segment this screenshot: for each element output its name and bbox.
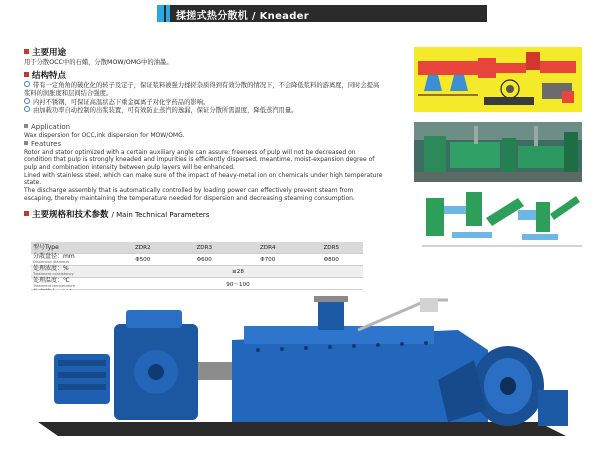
model-cell: ZDR4 <box>236 242 299 254</box>
table-cell: Φ700 <box>236 254 299 266</box>
square-bullet-icon <box>24 211 29 216</box>
header-stripe <box>157 5 164 22</box>
features-text-en: The discharge assembly that is automatically controlled by loading power can effectively prevent steam from escaping, thereby maintaining the temperature needed for dispersion and decreasing steaming consumption. <box>24 187 355 202</box>
header-stripe <box>166 5 170 22</box>
params-heading: 主要规格和技术参数 / Main Technical Parameters <box>24 209 384 221</box>
table-cell: 90～100 <box>113 278 363 290</box>
square-bullet-icon <box>24 49 29 54</box>
application-text-en: Wax dispersion for OCC,ink dispersion for MOW/OMG. <box>24 131 185 139</box>
usage-heading: 主要用途 <box>24 47 384 59</box>
table-cell: Φ500 <box>113 254 173 266</box>
installation-photo <box>414 122 582 182</box>
table-cell: Φ800 <box>299 254 363 266</box>
features-text-en: Lined with stainless steel, which can make sure of the impact of heavy-metal ion on chemicals under high temperature state. <box>24 171 383 187</box>
row-label: 处理温度：℃ Treatment temperature <box>31 278 113 290</box>
table-cell: Φ600 <box>173 254 236 266</box>
model-cell: ZDR5 <box>299 242 363 254</box>
kneader-machine-photo <box>18 290 582 440</box>
process-schematic-image <box>414 47 582 112</box>
features-text-en: Rotor and stator optimized with a certain auxiliary angle can assure: freeness of pulp will not be decreased on condition that pulp is strongly kneaded and impurities is efficiently dispersed, meantime, moist-expansion degree of pulp and combination intensity between pulp layers will be enhanced. <box>24 148 375 172</box>
row-label: 处理浓度：% Treatment consistency <box>31 266 113 278</box>
table-row <box>31 278 363 290</box>
text-column <box>24 47 384 221</box>
machine-diagram-image <box>422 188 582 250</box>
page-title: 揉搓式热分散机 / Kneader <box>176 11 309 22</box>
table-row <box>31 266 363 278</box>
table-row <box>31 254 363 266</box>
model-cell: ZDR3 <box>173 242 236 254</box>
square-bullet-icon <box>24 124 28 128</box>
table-header-row <box>31 242 363 254</box>
features-heading: 结构特点 <box>24 70 384 82</box>
square-bullet-icon <box>24 72 29 77</box>
feature-item: 带有一定角角的破化化的转子及定子，保证浆料被强力揉搓杂质得到有效分散的情况下，不会降低浆料的游离度，同时会提高浆料的润胀度和层间结合强度。 <box>24 81 380 98</box>
circle-bullet-icon <box>24 106 30 112</box>
circle-bullet-icon <box>24 81 30 87</box>
circle-bullet-icon <box>24 98 30 104</box>
feature-item: 由加载功率自动控制的出浆装置，可有效防止蒸汽的逸漏，保证分散所需温度，降低蒸汽用量。 <box>24 107 384 116</box>
features-heading-en: Features <box>24 140 384 149</box>
feature-item: 内衬不锈钢，可保证高温状态下重金属离子对化学药品的影响。 <box>24 99 384 108</box>
application-heading-en: Application <box>24 123 384 132</box>
table-cell: ≥28 <box>113 266 363 278</box>
square-bullet-icon <box>24 141 28 145</box>
row-label: 分散盘径：mm Dispersion diameter <box>31 254 113 266</box>
usage-text: 用于分散OCC中的石蜡，分散MOW/OMG中的油墨。 <box>24 59 173 66</box>
type-label: 型号Type <box>31 242 113 254</box>
model-cell: ZDR2 <box>113 242 173 254</box>
